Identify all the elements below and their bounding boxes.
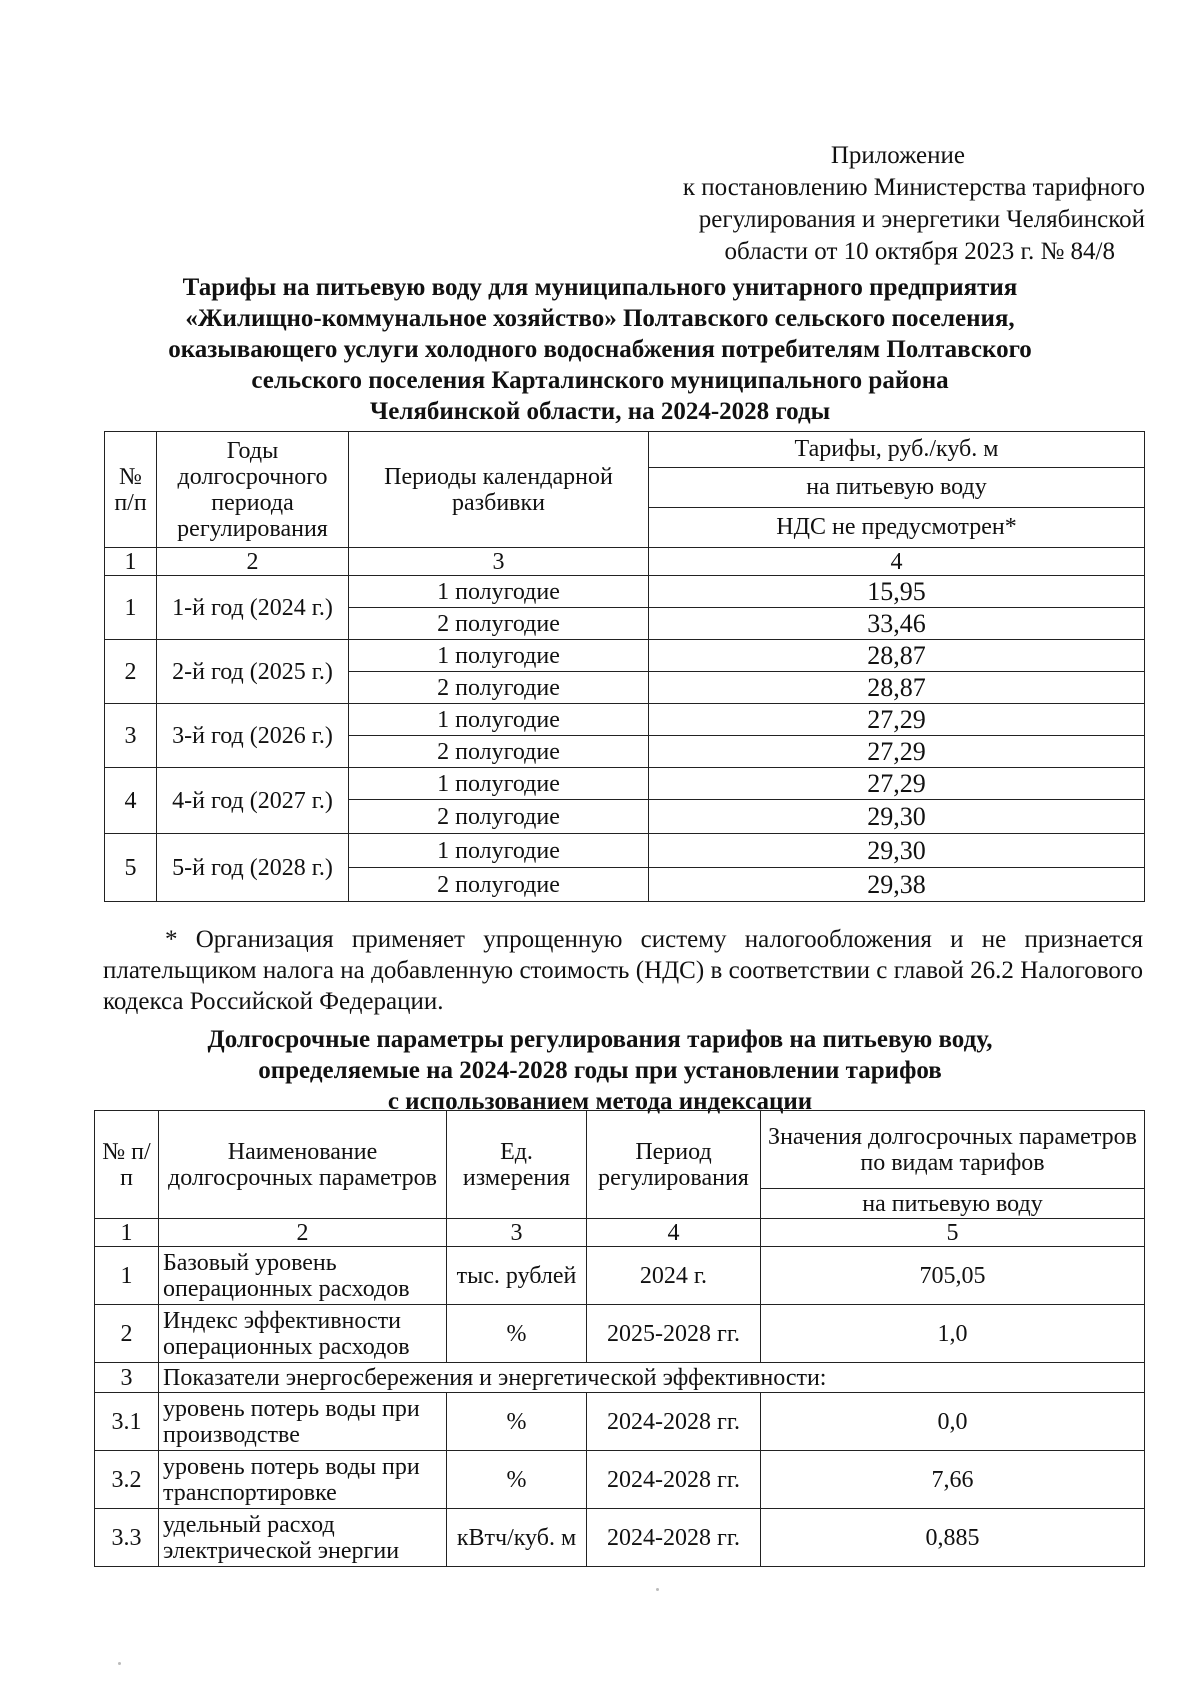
tariff-title-line-5: Челябинской области, на 2024-2028 годы	[369, 398, 831, 425]
appendix-line-2: к постановлению Министерства тарифного	[682, 174, 1145, 201]
t1-row-value: 28,87	[649, 672, 1145, 704]
t2-row-unit: %	[447, 1451, 587, 1509]
t1-row-year: 5-й год (2028 г.)	[157, 834, 349, 902]
t2-row-name: Индекс эффективности операционных расходов	[159, 1305, 447, 1363]
t1-row-value: 27,29	[649, 768, 1145, 800]
t1-row-year: 1-й год (2024 г.)	[157, 576, 349, 640]
tariff-title-line-4: сельского поселения Карталинского муниципального района	[251, 367, 949, 394]
appendix-line-3: регулирования и энергетики Челябинской	[698, 206, 1145, 233]
t2-row-num: 2	[95, 1305, 159, 1363]
table-row	[95, 1393, 1145, 1451]
table-row	[95, 1509, 1145, 1567]
t1-header-num: № п/п	[105, 432, 157, 548]
t2-row-unit: тыс. рублей	[447, 1247, 587, 1305]
table-row	[95, 1247, 1145, 1305]
tariff-title-line-1: Тарифы на питьевую воду для муниципального унитарного предприятия	[182, 274, 1018, 301]
t1-colnum-1: 1	[105, 548, 157, 576]
t2-row-num: 1	[95, 1247, 159, 1305]
table-row	[105, 834, 1145, 868]
t1-row-period: 2 полугодие	[349, 608, 649, 640]
t1-row-period: 1 полугодие	[349, 768, 649, 800]
t2-row-value: 0,0	[761, 1393, 1145, 1451]
t2-row-unit: %	[447, 1393, 587, 1451]
table-row	[105, 704, 1145, 736]
t2-row-period: 2024-2028 гг.	[587, 1451, 761, 1509]
t1-row-period: 1 полугодие	[349, 640, 649, 672]
t2-row-value: 705,05	[761, 1247, 1145, 1305]
appendix-line-4: области от 10 октября 2023 г. № 84/8	[724, 238, 1115, 265]
t2-header-period: Период регулирования	[587, 1111, 761, 1219]
tariff-title	[100, 272, 1100, 427]
t2-row-name: уровень потерь воды при транспортировке	[159, 1451, 447, 1509]
t1-colnum-3: 3	[349, 548, 649, 576]
parameters-title-line-1: Долгосрочные параметры регулирования тарифов на питьевую воду,	[207, 1026, 993, 1053]
parameters-table	[94, 1110, 1145, 1567]
t2-colnum-2: 2	[159, 1219, 447, 1247]
t2-row-value: 1,0	[761, 1305, 1145, 1363]
t2-row-name: Базовый уровень операционных расходов	[159, 1247, 447, 1305]
t1-row-value: 29,30	[649, 834, 1145, 868]
t2-row-period: 2024-2028 гг.	[587, 1393, 761, 1451]
t2-colnum-5: 5	[761, 1219, 1145, 1247]
t2-header-water: на питьевую воду	[761, 1189, 1145, 1219]
t1-row-period: 1 полугодие	[349, 704, 649, 736]
table-row	[105, 576, 1145, 608]
tariff-title-line-2: «Жилищно-коммунальное хозяйство» Полтавского сельского поселения,	[185, 305, 1015, 332]
t2-header-values: Значения долгосрочных параметров по видам тарифов	[761, 1111, 1145, 1189]
parameters-title	[100, 1024, 1100, 1117]
t2-row-period: 2024 г.	[587, 1247, 761, 1305]
table-row	[105, 768, 1145, 800]
t2-row-num: 3.3	[95, 1509, 159, 1567]
t1-colnum-4: 4	[649, 548, 1145, 576]
t2-row-unit: %	[447, 1305, 587, 1363]
t2-header-unit: Ед. измерения	[447, 1111, 587, 1219]
table-row	[95, 1363, 1145, 1393]
t1-header-years: Годы долгосрочного периода регулирования	[157, 432, 349, 548]
t2-header-name: Наименование долгосрочных параметров	[159, 1111, 447, 1219]
t1-row-period: 2 полугодие	[349, 800, 649, 834]
t1-colnum-2: 2	[157, 548, 349, 576]
t2-row-value: 7,66	[761, 1451, 1145, 1509]
t1-row-value: 15,95	[649, 576, 1145, 608]
t1-row-period: 1 полугодие	[349, 576, 649, 608]
t2-row-value: 0,885	[761, 1509, 1145, 1567]
table-row	[95, 1451, 1145, 1509]
t2-row-num: 3.1	[95, 1393, 159, 1451]
t2-section-title: Показатели энергосбережения и энергетической эффективности:	[159, 1363, 1145, 1393]
t1-row-value: 29,30	[649, 800, 1145, 834]
parameters-title-line-2: определяемые на 2024-2028 годы при установлении тарифов	[258, 1057, 942, 1084]
t1-header-periods: Периоды календарной разбивки	[349, 432, 649, 548]
table-row	[95, 1305, 1145, 1363]
t1-header-vat: НДС не предусмотрен*	[649, 508, 1145, 548]
t2-colnum-4: 4	[587, 1219, 761, 1247]
t2-row-unit: кВтч/куб. м	[447, 1509, 587, 1567]
t2-colnum-1: 1	[95, 1219, 159, 1247]
t2-row-num: 3.2	[95, 1451, 159, 1509]
t1-row-year: 2-й год (2025 г.)	[157, 640, 349, 704]
tariff-title-line-3: оказывающего услуги холодного водоснабжения потребителям Полтавского	[168, 336, 1032, 363]
t2-section-num: 3	[95, 1363, 159, 1393]
t1-row-period: 2 полугодие	[349, 736, 649, 768]
appendix-header	[0, 140, 1145, 268]
parameters-title-line-3: с использованием метода индексации	[387, 1088, 813, 1115]
t1-row-period: 2 полугодие	[349, 672, 649, 704]
t2-row-name: удельный расход электрической энергии	[159, 1509, 447, 1567]
table-row	[105, 640, 1145, 672]
t1-row-period: 2 полугодие	[349, 868, 649, 902]
t1-row-value: 28,87	[649, 640, 1145, 672]
t1-row-num: 4	[105, 768, 157, 834]
t1-row-value: 33,46	[649, 608, 1145, 640]
t1-row-value: 27,29	[649, 736, 1145, 768]
t1-row-period: 1 полугодие	[349, 834, 649, 868]
t1-row-num: 1	[105, 576, 157, 640]
appendix-line-1: Приложение	[830, 142, 965, 169]
t1-row-num: 2	[105, 640, 157, 704]
t2-row-period: 2024-2028 гг.	[587, 1509, 761, 1567]
t1-row-value: 27,29	[649, 704, 1145, 736]
t2-row-name: уровень потерь воды при производстве	[159, 1393, 447, 1451]
t2-colnum-3: 3	[447, 1219, 587, 1247]
scan-speck	[656, 1588, 659, 1591]
t1-header-tariffs: Тарифы, руб./куб. м	[649, 432, 1145, 468]
vat-footnote: * Организация применяет упрощенную систему налогообложения и не признается плательщиком налога на добавленную стоимость (НДС) в соответствии с главой 26.2 Налогового кодекса Российской Федерации.	[103, 926, 1143, 1015]
t1-row-value: 29,38	[649, 868, 1145, 902]
t1-row-year: 3-й год (2026 г.)	[157, 704, 349, 768]
t1-row-year: 4-й год (2027 г.)	[157, 768, 349, 834]
t2-header-num: № п/п	[95, 1111, 159, 1219]
tariff-table	[104, 431, 1145, 902]
t2-row-period: 2025-2028 гг.	[587, 1305, 761, 1363]
scan-speck	[118, 1662, 121, 1665]
t1-row-num: 5	[105, 834, 157, 902]
t1-row-num: 3	[105, 704, 157, 768]
t1-header-water: на питьевую воду	[649, 468, 1145, 508]
